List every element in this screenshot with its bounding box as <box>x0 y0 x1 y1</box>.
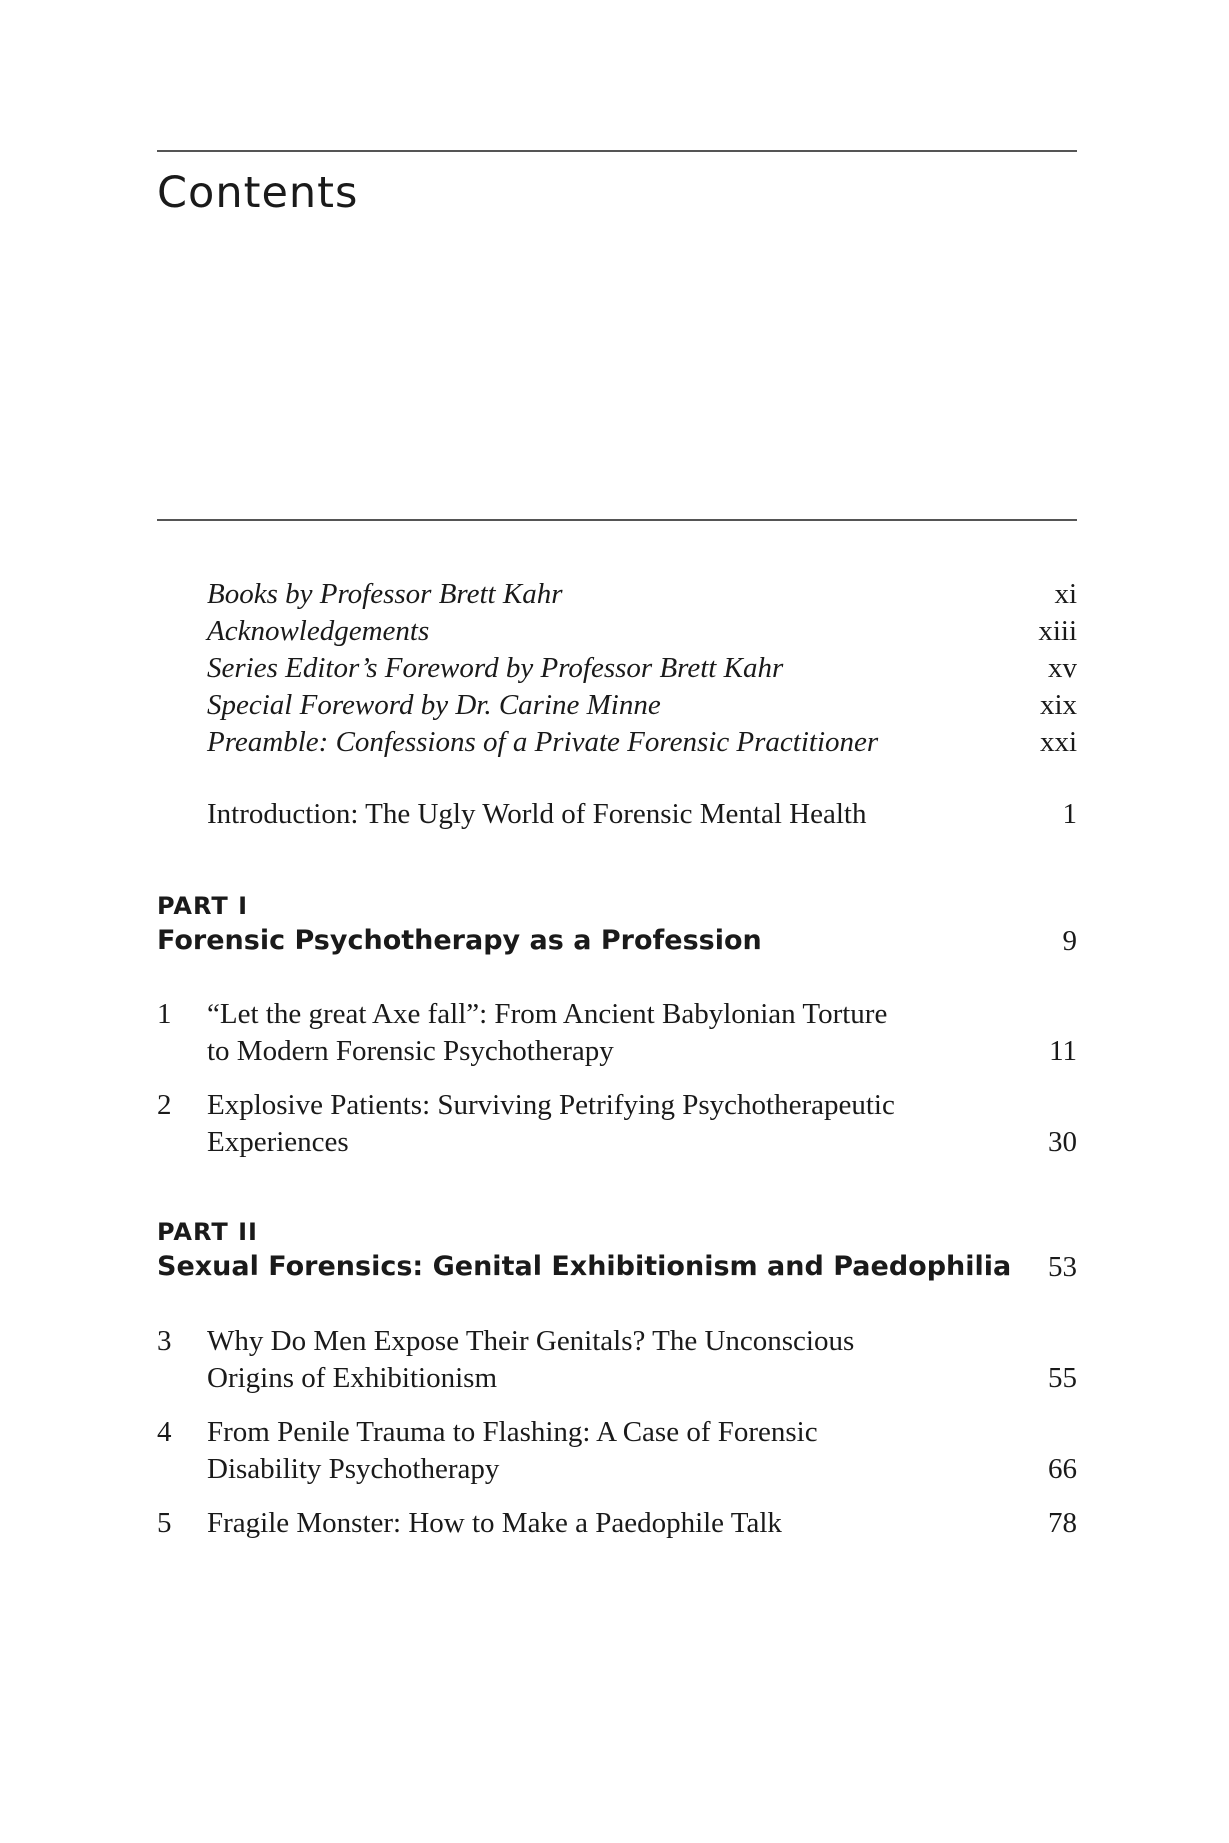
toc-entry-text: Series Editor’s Foreword by Professor Brett Kahr <box>207 652 784 684</box>
chapter-page: 78 <box>1048 1507 1077 1539</box>
part-title: Sexual Forensics: Genital Exhibitionism and Paedophilia <box>157 1251 1012 1282</box>
chapter-title-line-2: Experiences <box>207 1126 349 1158</box>
chapter-number: 1 <box>157 998 172 1030</box>
chapter-title-line-2: Disability Psychotherapy <box>207 1453 500 1485</box>
toc-entry-text: Books by Professor Brett Kahr <box>207 578 563 610</box>
chapter-number: 2 <box>157 1089 172 1121</box>
chapter-title-line-2: Origins of Exhibitionism <box>207 1362 497 1394</box>
chapter-title-line-2: to Modern Forensic Psychotherapy <box>207 1035 614 1067</box>
part-heading[interactable] <box>157 924 1077 958</box>
toc-entry-text: Introduction: The Ugly World of Forensic Mental Health <box>207 798 867 830</box>
toc-entry-page: xix <box>1039 689 1077 721</box>
toc-entry-text: Acknowledgements <box>207 615 430 647</box>
part-heading[interactable] <box>157 1250 1077 1284</box>
toc-entry-page: xi <box>1054 578 1077 610</box>
chapter-page: 55 <box>1048 1362 1077 1394</box>
part-page: 9 <box>1062 925 1077 957</box>
toc-entry-page: 1 <box>1062 798 1077 830</box>
part-page: 53 <box>1048 1251 1077 1283</box>
toc-entry-text: Special Foreword by Dr. Carine Minne <box>207 689 661 721</box>
chapter-number: 3 <box>157 1325 172 1357</box>
part-label: PART I <box>157 892 249 920</box>
chapter-title-line-1: From Penile Trauma to Flashing: A Case of Forensic <box>207 1416 818 1448</box>
chapter-page: 11 <box>1049 1035 1077 1067</box>
toc-entry-page: xv <box>1048 652 1077 684</box>
part-title: Forensic Psychotherapy as a Profession <box>157 925 762 956</box>
chapter-number: 5 <box>157 1507 172 1539</box>
toc-entry-page: xxi <box>1039 726 1077 758</box>
chapter-title-line-1: Explosive Patients: Surviving Petrifying Psychotherapeutic <box>207 1089 895 1121</box>
chapter-title-line-1: Fragile Monster: How to Make a Paedophile Talk <box>207 1507 782 1539</box>
part-label: PART II <box>157 1218 258 1246</box>
chapter-title-line-1: Why Do Men Expose Their Genitals? The Unconscious <box>207 1325 855 1357</box>
top-rule <box>157 150 1077 152</box>
contents-rule <box>157 519 1077 521</box>
chapter-number: 4 <box>157 1416 172 1448</box>
toc-entry-page: xiii <box>1038 615 1077 647</box>
page-title: Contents <box>157 168 359 218</box>
toc-entry-text: Preamble: Confessions of a Private Forensic Practitioner <box>207 726 879 758</box>
chapter-page: 66 <box>1048 1453 1077 1485</box>
chapter-page: 30 <box>1048 1126 1077 1158</box>
chapter-title-line-1: “Let the great Axe fall”: From Ancient Babylonian Torture <box>207 998 888 1030</box>
